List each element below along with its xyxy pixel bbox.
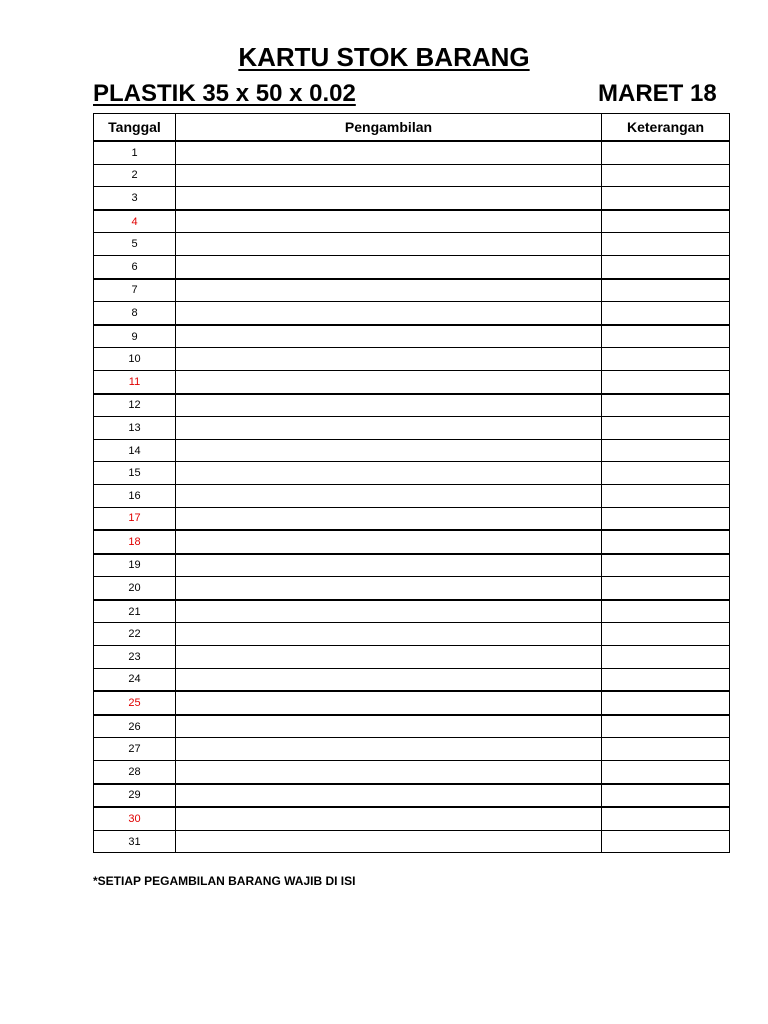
date-cell: 11 — [94, 370, 176, 393]
pengambilan-cell[interactable] — [176, 738, 602, 761]
keterangan-cell[interactable] — [602, 807, 730, 830]
date-cell: 16 — [94, 484, 176, 507]
footnote: *SETIAP PEGAMBILAN BARANG WAJIB DI ISI — [93, 874, 356, 888]
pengambilan-cell[interactable] — [176, 439, 602, 462]
column-header-keterangan: Keterangan — [602, 114, 730, 142]
date-cell: 22 — [94, 623, 176, 646]
pengambilan-cell[interactable] — [176, 279, 602, 302]
date-cell: 20 — [94, 577, 176, 600]
table-row — [94, 600, 730, 623]
keterangan-cell[interactable] — [602, 530, 730, 554]
product-name: PLASTIK 35 x 50 x 0.02 — [93, 80, 356, 107]
pengambilan-cell[interactable] — [176, 830, 602, 853]
keterangan-cell[interactable] — [602, 348, 730, 371]
table-row — [94, 187, 730, 210]
pengambilan-cell[interactable] — [176, 554, 602, 577]
table-row — [94, 530, 730, 554]
keterangan-cell[interactable] — [602, 325, 730, 348]
pengambilan-cell[interactable] — [176, 210, 602, 233]
pengambilan-cell[interactable] — [176, 370, 602, 393]
table-row — [94, 668, 730, 691]
pengambilan-cell[interactable] — [176, 141, 602, 164]
pengambilan-cell[interactable] — [176, 600, 602, 623]
table-row — [94, 279, 730, 302]
pengambilan-cell[interactable] — [176, 623, 602, 646]
keterangan-cell[interactable] — [602, 668, 730, 691]
date-cell: 17 — [94, 507, 176, 530]
table-row — [94, 577, 730, 600]
table-row — [94, 325, 730, 348]
keterangan-cell[interactable] — [602, 255, 730, 278]
pengambilan-cell[interactable] — [176, 761, 602, 784]
table-row — [94, 417, 730, 440]
keterangan-cell[interactable] — [602, 164, 730, 187]
pengambilan-cell[interactable] — [176, 462, 602, 485]
date-cell: 4 — [94, 210, 176, 233]
keterangan-cell[interactable] — [602, 507, 730, 530]
date-cell: 2 — [94, 164, 176, 187]
pengambilan-cell[interactable] — [176, 484, 602, 507]
table-header-row — [94, 114, 730, 142]
date-cell: 1 — [94, 141, 176, 164]
pengambilan-cell[interactable] — [176, 715, 602, 738]
period-label: MARET 18 — [598, 80, 717, 107]
pengambilan-cell[interactable] — [176, 417, 602, 440]
table-row — [94, 761, 730, 784]
date-cell: 27 — [94, 738, 176, 761]
table-row — [94, 394, 730, 417]
date-cell: 21 — [94, 600, 176, 623]
table-row — [94, 691, 730, 715]
keterangan-cell[interactable] — [602, 417, 730, 440]
keterangan-cell[interactable] — [602, 233, 730, 256]
date-cell: 9 — [94, 325, 176, 348]
column-header-pengambilan: Pengambilan — [176, 114, 602, 142]
table-row — [94, 554, 730, 577]
date-cell: 3 — [94, 187, 176, 210]
keterangan-cell[interactable] — [602, 554, 730, 577]
date-cell: 10 — [94, 348, 176, 371]
keterangan-cell[interactable] — [602, 141, 730, 164]
document-title: KARTU STOK BARANG — [238, 42, 530, 72]
keterangan-cell[interactable] — [602, 484, 730, 507]
date-cell: 6 — [94, 255, 176, 278]
pengambilan-cell[interactable] — [176, 784, 602, 808]
keterangan-cell[interactable] — [602, 830, 730, 853]
date-cell: 12 — [94, 394, 176, 417]
date-cell: 7 — [94, 279, 176, 302]
keterangan-cell[interactable] — [602, 577, 730, 600]
pengambilan-cell[interactable] — [176, 394, 602, 417]
keterangan-cell[interactable] — [602, 302, 730, 325]
pengambilan-cell[interactable] — [176, 233, 602, 256]
date-cell: 18 — [94, 530, 176, 554]
pengambilan-cell[interactable] — [176, 668, 602, 691]
date-cell: 15 — [94, 462, 176, 485]
keterangan-cell[interactable] — [602, 738, 730, 761]
keterangan-cell[interactable] — [602, 623, 730, 646]
date-cell: 19 — [94, 554, 176, 577]
pengambilan-cell[interactable] — [176, 348, 602, 371]
column-header-tanggal: Tanggal — [94, 114, 176, 142]
pengambilan-cell[interactable] — [176, 577, 602, 600]
date-cell: 31 — [94, 830, 176, 853]
keterangan-cell[interactable] — [602, 691, 730, 715]
table-row — [94, 255, 730, 278]
keterangan-cell[interactable] — [602, 715, 730, 738]
table-row — [94, 439, 730, 462]
keterangan-cell[interactable] — [602, 370, 730, 393]
table-row — [94, 715, 730, 738]
date-cell: 25 — [94, 691, 176, 715]
date-cell: 26 — [94, 715, 176, 738]
table-row — [94, 233, 730, 256]
keterangan-cell[interactable] — [602, 439, 730, 462]
pengambilan-cell[interactable] — [176, 807, 602, 830]
table-row — [94, 484, 730, 507]
date-cell: 28 — [94, 761, 176, 784]
pengambilan-cell[interactable] — [176, 164, 602, 187]
table-row — [94, 141, 730, 164]
date-cell: 23 — [94, 646, 176, 669]
table-row — [94, 462, 730, 485]
table-row — [94, 623, 730, 646]
keterangan-cell[interactable] — [602, 187, 730, 210]
date-cell: 13 — [94, 417, 176, 440]
date-cell: 24 — [94, 668, 176, 691]
table-row — [94, 830, 730, 853]
pengambilan-cell[interactable] — [176, 646, 602, 669]
table-row — [94, 164, 730, 187]
keterangan-cell[interactable] — [602, 600, 730, 623]
date-cell: 29 — [94, 784, 176, 808]
date-cell: 14 — [94, 439, 176, 462]
pengambilan-cell[interactable] — [176, 187, 602, 210]
table-row — [94, 302, 730, 325]
table-row — [94, 738, 730, 761]
pengambilan-cell[interactable] — [176, 302, 602, 325]
stock-table-body — [94, 141, 730, 853]
table-row — [94, 807, 730, 830]
pengambilan-cell[interactable] — [176, 325, 602, 348]
pengambilan-cell[interactable] — [176, 691, 602, 715]
keterangan-cell[interactable] — [602, 646, 730, 669]
stock-table — [93, 113, 730, 853]
table-row — [94, 784, 730, 808]
keterangan-cell[interactable] — [602, 394, 730, 417]
table-row — [94, 210, 730, 233]
pengambilan-cell[interactable] — [176, 507, 602, 530]
date-cell: 30 — [94, 807, 176, 830]
keterangan-cell[interactable] — [602, 761, 730, 784]
table-row — [94, 507, 730, 530]
keterangan-cell[interactable] — [602, 462, 730, 485]
pengambilan-cell[interactable] — [176, 255, 602, 278]
date-cell: 5 — [94, 233, 176, 256]
table-row — [94, 348, 730, 371]
table-row — [94, 646, 730, 669]
table-row — [94, 370, 730, 393]
date-cell: 8 — [94, 302, 176, 325]
keterangan-cell[interactable] — [602, 210, 730, 233]
keterangan-cell[interactable] — [602, 279, 730, 302]
keterangan-cell[interactable] — [602, 784, 730, 808]
pengambilan-cell[interactable] — [176, 530, 602, 554]
